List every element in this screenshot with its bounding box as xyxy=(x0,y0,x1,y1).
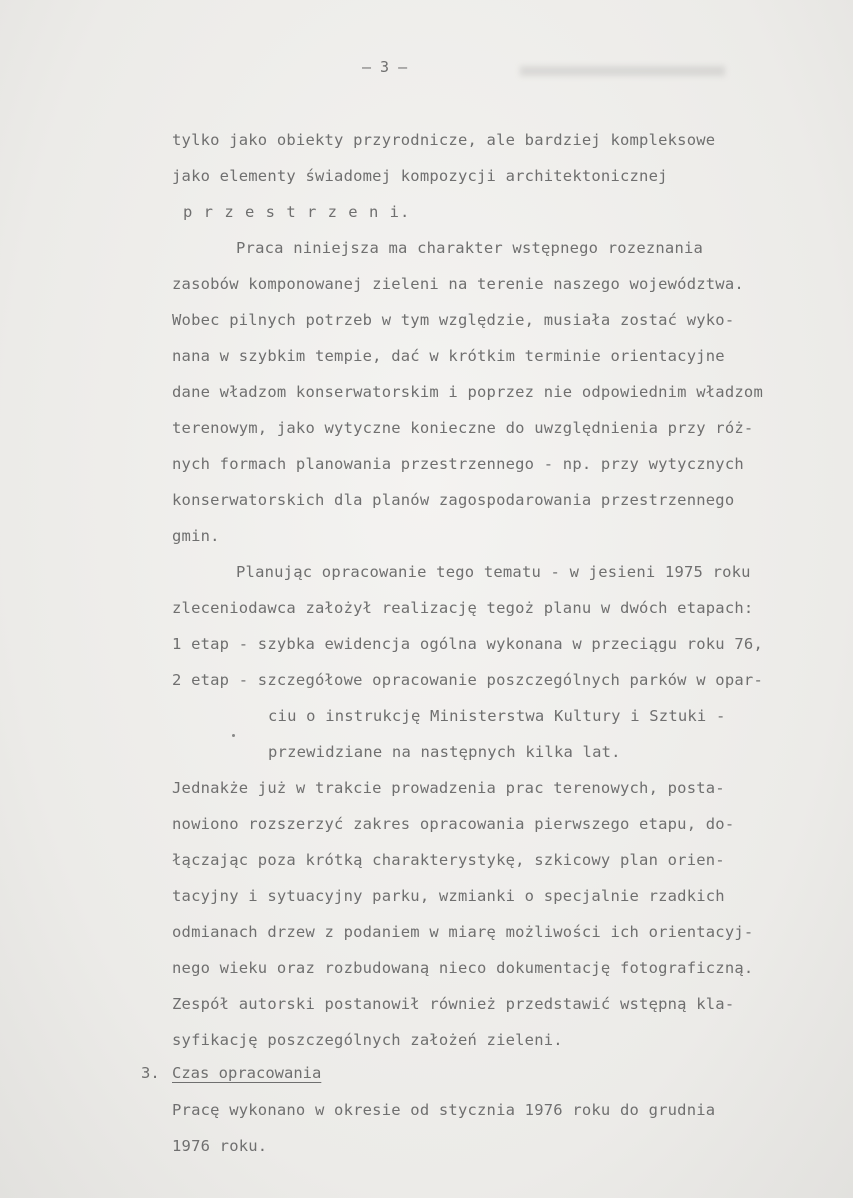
text-line: zleceniodawca założył realizację tegoż planu w dwóch etapach: xyxy=(172,599,754,617)
text-line: terenowym, jako wytyczne konieczne do uwzględnienia przy róż- xyxy=(172,419,754,437)
section-title: Czas opracowania xyxy=(172,1064,322,1082)
text-line: syfikację poszczególnych założeń zieleni. xyxy=(172,1031,563,1049)
text-line: zasobów komponowanej zieleni na terenie naszego województwa. xyxy=(172,275,744,293)
text-line: nana w szybkim tempie, dać w krótkim terminie orientacyjne xyxy=(172,347,725,365)
text-line: nowiono rozszerzyć zakres opracowania pierwszego etapu, do- xyxy=(172,815,735,833)
text-line: p r z e s t r z e n i. xyxy=(183,203,411,221)
scan-speck xyxy=(232,734,235,737)
text-line: Pracę wykonano w okresie od stycznia 1976 roku do grudnia xyxy=(172,1101,716,1119)
text-line: nego wieku oraz rozbudowaną nieco dokumentację fotograficzną. xyxy=(172,959,754,977)
text-line: odmianach drzew z podaniem w miarę możliwości ich orientacyj- xyxy=(172,923,754,941)
text-line: tylko jako obiekty przyrodnicze, ale bardziej kompleksowe xyxy=(172,131,716,149)
text-line: tacyjny i sytuacyjny parku, wzmianki o specjalnie rzadkich xyxy=(172,887,725,905)
text-line: dane władzom konserwatorskim i poprzez nie odpowiednim władzom xyxy=(172,383,763,401)
text-line: 1976 roku. xyxy=(172,1137,268,1155)
text-line: gmin. xyxy=(172,527,220,545)
section-number: 3. xyxy=(141,1064,160,1082)
page-number: — 3 — xyxy=(362,58,408,76)
text-line: Praca niniejsza ma charakter wstępnego rozeznania xyxy=(236,239,704,257)
text-line: ciu o instrukcję Ministerstwa Kultury i Sztuki - xyxy=(268,707,726,725)
text-line: nych formach planowania przestrzennego - np. przy wytycznych xyxy=(172,455,744,473)
text-line: jako elementy świadomej kompozycji architektonicznej xyxy=(172,167,668,185)
text-line: łączając poza krótką charakterystykę, szkicowy plan orien- xyxy=(172,851,725,869)
text-line: 1 etap - szybka ewidencja ogólna wykonana w przeciągu roku 76, xyxy=(172,635,763,653)
text-line: konserwatorskich dla planów zagospodarowania przestrzennego xyxy=(172,491,735,509)
text-line: Wobec pilnych potrzeb w tym względzie, musiała zostać wyko- xyxy=(172,311,735,329)
scan-smudge xyxy=(520,66,725,76)
text-line: 2 etap - szczegółowe opracowanie poszczególnych parków w opar- xyxy=(172,671,763,689)
text-line: Jednakże już w trakcie prowadzenia prac terenowych, posta- xyxy=(172,779,725,797)
text-line: Planując opracowanie tego tematu - w jesieni 1975 roku xyxy=(236,563,751,581)
text-line: Zespół autorski postanowił również przedstawić wstępną kla- xyxy=(172,995,735,1013)
text-line: przewidziane na następnych kilka lat. xyxy=(268,743,621,761)
